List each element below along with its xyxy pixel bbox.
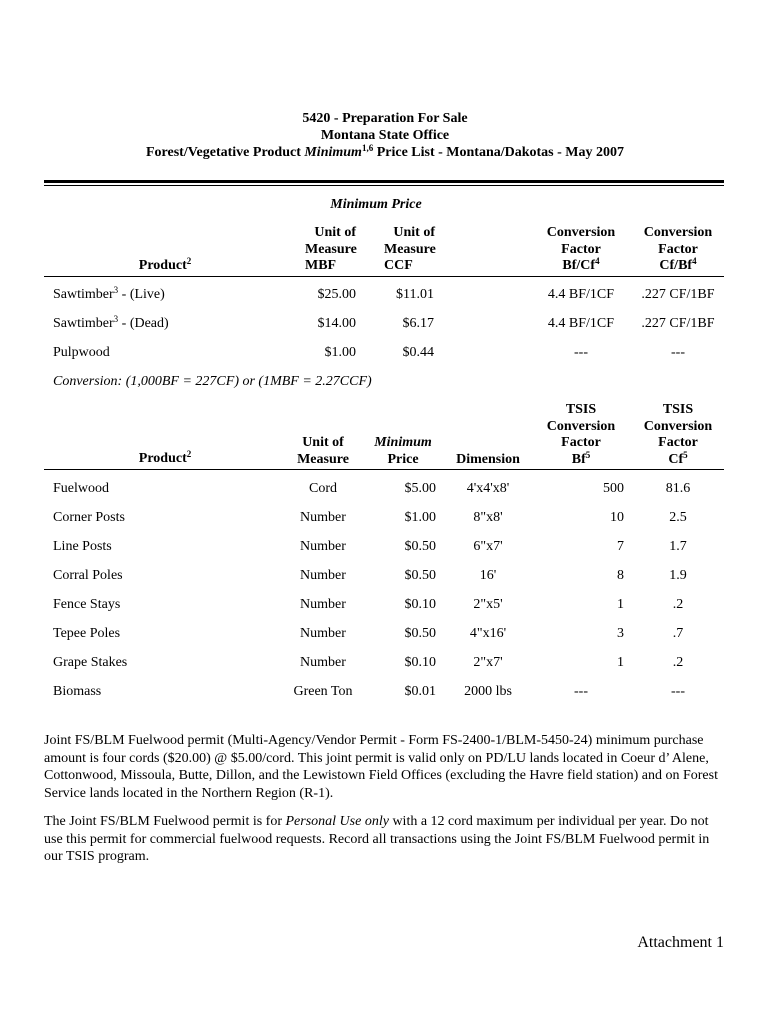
t2-cell-bf: 8 bbox=[617, 568, 624, 583]
t2-cell-dimension: 4"x16' bbox=[469, 626, 507, 641]
t2-cell-unit: Number bbox=[300, 655, 346, 670]
t2-cell-price: $0.10 bbox=[404, 655, 436, 670]
t2-cell-bf: 3 bbox=[617, 626, 624, 641]
t1-cell-cfbf: .227 CF/1BF bbox=[641, 316, 715, 331]
t2-cell-product: Corner Posts bbox=[53, 510, 125, 525]
t1-cell-ccf: $0.44 bbox=[402, 345, 434, 360]
personal-use-paragraph: The Joint FS/BLM Fuelwood permit is for Personal Use only with a 12 cord maximum per individual per year. Do not use this permit for commercial fuelwood requests. Record all transactions using the Joint FS/BLM Fuelwood permit in our TSIS program. bbox=[44, 814, 710, 864]
personal-use-emphasis: Personal Use only bbox=[285, 814, 389, 829]
t2-cell-cf: 1.7 bbox=[669, 539, 687, 554]
document-subtitle bbox=[0, 145, 770, 161]
t2-header-bf: TSIS Conversion Factor Bf$^5$ bbox=[546, 402, 616, 467]
t2-cell-dimension: 6"x7' bbox=[473, 539, 503, 554]
t2-cell-product: Fuelwood bbox=[53, 481, 109, 496]
subtitle-post: Price List - Montana/Dakotas - May 2007 bbox=[373, 145, 625, 160]
t1-header-mbf-l2: Measure bbox=[305, 241, 357, 257]
t1-cell-cfbf: .227 CF/1BF bbox=[641, 287, 715, 302]
t2-header-price: Minimum Price bbox=[374, 435, 432, 467]
t1-header-cfbf: Conversion Factor Cf/Bf$^4$ bbox=[643, 225, 713, 273]
t2-cell-product: Grape Stakes bbox=[53, 655, 128, 670]
t1-header-ccf-l1: Unit of bbox=[393, 225, 435, 240]
t2-cell-price: $0.01 bbox=[404, 684, 436, 699]
t2-cell-cf: 1.9 bbox=[669, 568, 687, 583]
t2-cell-product: Biomass bbox=[53, 684, 102, 699]
t2-cell-cf: 81.6 bbox=[665, 481, 691, 496]
document-title: 5420 - Preparation For Sale bbox=[302, 111, 468, 126]
document-office: Montana State Office bbox=[320, 128, 450, 143]
t1-header-ccf-l2: Measure bbox=[384, 241, 436, 257]
t1-header-ccf bbox=[384, 225, 454, 275]
fuelwood-permit-paragraph: Joint FS/BLM Fuelwood permit (Multi-Agency/Vendor Permit - Form FS-2400-1/BLM-5450-24) minimum purchase amount is four cords ($20.00) @ $5.00/cord. This joint permit is valid only on PD/LU lands located in Coeur d’ Alene, Cottonwood, Missoula, Butte, Dillon, and the Lewistown Field Offices (excluding the Havre field station) and on Forest Service lands located in the Northern Region (R-1). bbox=[44, 733, 718, 801]
t2-cell-dimension: 2"x5' bbox=[473, 597, 503, 612]
t2-header-dimension: Dimension bbox=[456, 452, 520, 467]
header-thin-rule bbox=[44, 185, 724, 186]
t2-header-unit: Unit of Measure bbox=[297, 435, 349, 467]
t2-header-cf: TSIS Conversion Factor Cf$^5$ bbox=[643, 402, 713, 467]
t2-cell-cf: .2 bbox=[672, 597, 684, 612]
t2-cell-unit: Number bbox=[300, 597, 346, 612]
t2-cell-product: Fence Stays bbox=[53, 597, 121, 612]
t1-cell-product: Pulpwood bbox=[53, 345, 110, 360]
t1-cell-mbf: $1.00 bbox=[324, 345, 356, 360]
t1-cell-bfcf: --- bbox=[574, 345, 588, 360]
t2-cell-dimension: 16' bbox=[479, 568, 497, 583]
t2-cell-price: $0.50 bbox=[404, 568, 436, 583]
t2-cell-bf: 500 bbox=[603, 481, 624, 496]
t1-header-product: Product$^2$ bbox=[138, 256, 192, 273]
subtitle-footnote: 1,6 bbox=[361, 143, 374, 153]
t1-cell-mbf: $14.00 bbox=[317, 316, 356, 331]
header-thick-rule bbox=[44, 180, 724, 183]
minimum-price-label: Minimum Price bbox=[330, 197, 422, 212]
attachment-label: Attachment 1 bbox=[637, 934, 724, 951]
t2-header-rule bbox=[44, 469, 724, 470]
t2-cell-cf: 2.5 bbox=[669, 510, 687, 525]
t2-cell-cf: --- bbox=[671, 684, 685, 699]
subtitle-pre: Forest/Vegetative Product bbox=[145, 145, 305, 160]
subtitle-minimum: Minimum bbox=[304, 145, 362, 160]
t1-cell-bfcf: 4.4 BF/1CF bbox=[547, 316, 615, 331]
t1-cell-ccf: $11.01 bbox=[396, 287, 434, 302]
t2-cell-price: $5.00 bbox=[404, 481, 436, 496]
t2-cell-dimension: 4'x4'x8' bbox=[466, 481, 510, 496]
t2-cell-dimension: 8"x8' bbox=[473, 510, 503, 525]
t2-cell-price: $0.10 bbox=[404, 597, 436, 612]
conversion-note: Conversion: (1,000BF = 227CF) or (1MBF = 2.27CCF) bbox=[53, 374, 372, 389]
t2-cell-price: $0.50 bbox=[404, 626, 436, 641]
t2-cell-bf: 7 bbox=[617, 539, 624, 554]
t1-header-mbf bbox=[305, 225, 375, 275]
t2-cell-bf: 10 bbox=[610, 510, 624, 525]
t1-header-bfcf: Conversion Factor Bf/Cf$^4$ bbox=[546, 225, 616, 273]
t2-cell-unit: Green Ton bbox=[293, 684, 353, 699]
t2-header-product: Product$^2$ bbox=[138, 449, 192, 466]
t2-cell-product: Line Posts bbox=[53, 539, 112, 554]
t2-cell-product: Corral Poles bbox=[53, 568, 123, 583]
t2-cell-cf: .7 bbox=[672, 626, 684, 641]
t1-header-mbf-l1: Unit of bbox=[314, 225, 356, 240]
t1-cell-product: Sawtimber$^3$ - (Live) bbox=[53, 285, 165, 302]
t1-header-mbf-l3: MBF bbox=[305, 258, 337, 273]
t2-cell-price: $1.00 bbox=[404, 510, 436, 525]
t1-cell-product: Sawtimber$^3$ - (Dead) bbox=[53, 314, 169, 331]
t2-cell-dimension: 2000 lbs bbox=[464, 684, 512, 699]
t1-cell-cfbf: --- bbox=[671, 345, 685, 360]
t2-cell-price: $0.50 bbox=[404, 539, 436, 554]
t1-header-rule bbox=[44, 276, 724, 277]
t2-cell-cf: .2 bbox=[672, 655, 684, 670]
t1-header-ccf-l3: CCF bbox=[384, 258, 413, 273]
t2-cell-unit: Number bbox=[300, 510, 346, 525]
t2-cell-bf: 1 bbox=[617, 655, 624, 670]
t2-cell-bf: --- bbox=[574, 684, 588, 699]
t2-cell-bf: 1 bbox=[617, 597, 624, 612]
t2-cell-unit: Number bbox=[300, 626, 346, 641]
t2-cell-product: Tepee Poles bbox=[53, 626, 121, 641]
t1-cell-ccf: $6.17 bbox=[402, 316, 434, 331]
t2-cell-dimension: 2"x7' bbox=[473, 655, 503, 670]
t2-cell-unit: Number bbox=[300, 539, 346, 554]
t1-cell-bfcf: 4.4 BF/1CF bbox=[547, 287, 615, 302]
t2-cell-unit: Cord bbox=[309, 481, 337, 496]
t2-cell-unit: Number bbox=[300, 568, 346, 583]
t1-cell-mbf: $25.00 bbox=[317, 287, 356, 302]
